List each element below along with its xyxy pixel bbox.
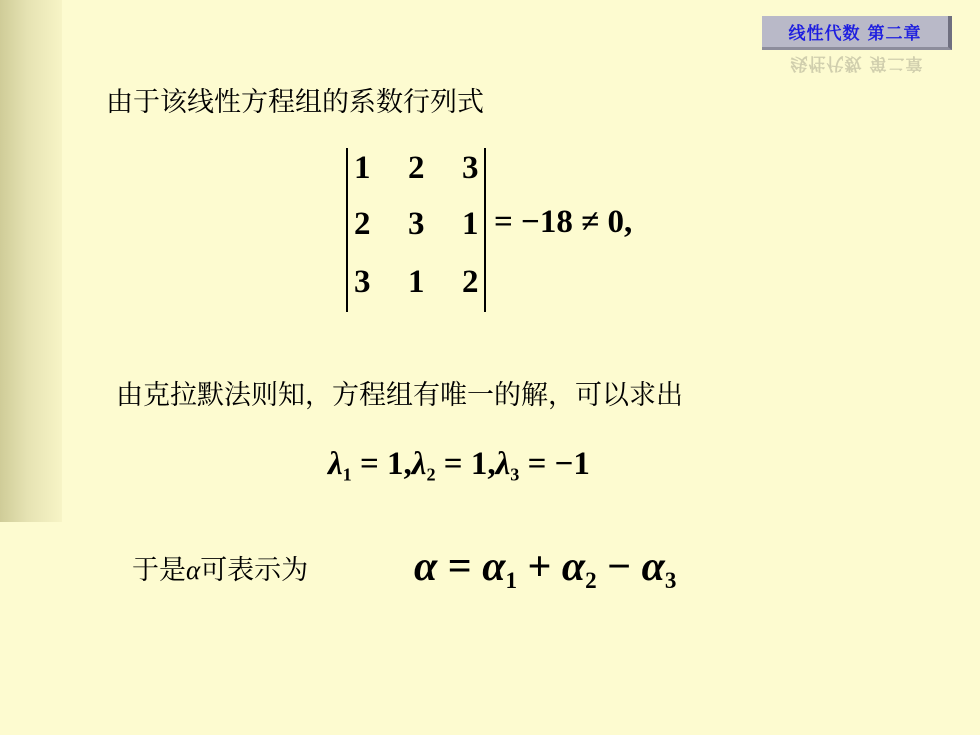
alpha-lhs: α [414,544,438,590]
chapter-badge [762,16,952,50]
lambda2-symbol: λ [411,446,427,482]
alpha-plus: + [516,544,562,590]
lambda3-symbol: λ [495,446,511,482]
conclusion-suffix: 可表示为 [200,555,309,586]
alpha-equals: = [437,544,483,590]
intro-text: 由于该线性方程组的系数行列式 [106,87,484,118]
lambda3-subscript: 3 [510,464,520,485]
det-cell-r3c1: 3 [354,264,371,300]
lambda1-subscript: 1 [342,464,352,485]
alpha-minus: − [596,544,642,590]
det-cell-r1c3: 3 [462,150,479,186]
det-cell-r3c3: 2 [462,264,479,300]
det-cell-r2c2: 3 [408,206,425,242]
conclusion-prefix: 于是 [132,555,186,586]
conclusion-alpha-symbol: α [186,555,201,585]
alpha1-symbol: α [482,544,506,590]
det-cell-r2c1: 2 [354,206,371,242]
chapter-label-reflection: 线性代数 第二章 [790,53,924,73]
lambda1-symbol: λ [328,446,343,482]
lambda2-value: = 1, [435,446,496,482]
alpha3-symbol: α [641,544,665,590]
lambda1-value: = 1, [351,446,412,482]
lambda2-subscript: 2 [426,464,436,485]
alpha2-symbol: α [561,544,586,590]
side-decoration-bar [0,0,62,522]
chapter-label: 线性代数 第二章 [788,24,922,44]
alpha-equation [414,543,676,594]
determinant-matrix [346,148,486,312]
det-cell-r3c2: 1 [408,264,425,300]
det-cell-r1c1: 1 [354,150,371,186]
conclusion-text [132,548,308,587]
lambda-solution [328,446,590,485]
alpha1-subscript: 1 [505,567,517,594]
alpha2-subscript: 2 [585,567,597,594]
alpha3-subscript: 3 [664,567,677,594]
chapter-badge-reflection [762,52,952,78]
lambda3-value: = −1 [519,446,590,482]
cramer-text: 由克拉默法则知，方程组有唯一的解，可以求出 [116,380,683,411]
det-cell-r2c3: 1 [462,206,479,242]
det-cell-r1c2: 2 [408,150,425,186]
determinant-result: = −18 ≠ 0, [494,204,633,240]
